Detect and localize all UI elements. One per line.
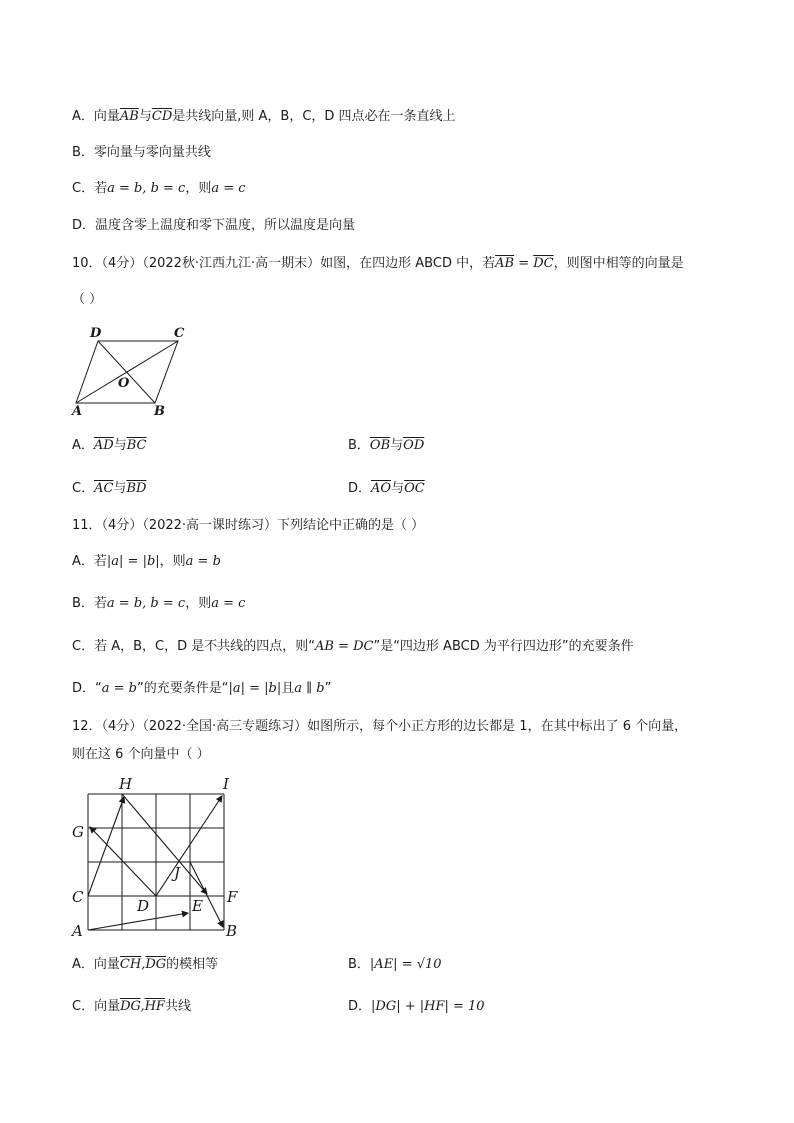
q11-a-mid: ，则	[159, 554, 186, 569]
q9-c-math: a = b, b = c	[107, 181, 186, 196]
q11-option-a	[72, 553, 221, 571]
q10-c-mid: 与	[113, 481, 127, 496]
q10-d-mid: 与	[391, 481, 405, 496]
q9-a-vec1: $\overline{AB}$	[119, 109, 139, 124]
q10-b-pre: B．	[348, 438, 370, 453]
q12-a-post: 的模相等	[166, 957, 219, 972]
q12-label-e: E	[192, 897, 203, 915]
q11-d-mid2: 且	[281, 681, 295, 696]
q10-label-d: D	[90, 326, 102, 341]
q10-label-b: B	[154, 404, 165, 417]
q10-stem-pre: 10．（4分）（2022秋·江西九江·高一期末）如图，在四边形 ABCD 中，若	[72, 256, 496, 271]
q12-label-b: B	[226, 922, 238, 940]
q10-c-pre: C．	[72, 481, 95, 496]
q12-d-math: |DG| + |HF| = 10	[371, 999, 485, 1014]
q12-b-pre: B．	[348, 957, 370, 972]
q10-a-pre: A．	[72, 438, 94, 453]
q12-grid-figure	[70, 774, 245, 942]
q12-a-sep: ,	[141, 957, 146, 972]
q11-c-post: ”是“四边形 ABCD 为平行四边形”的充要条件	[373, 639, 634, 654]
q12-option-a	[72, 956, 218, 974]
q11-a-math: |a| = |b|	[106, 554, 160, 569]
q10-label-o: O	[118, 376, 130, 391]
q10-c-vec1: $\overline{AC}$	[94, 481, 114, 496]
q10-option-d	[348, 480, 425, 498]
q10-c-vec2: $\overline{BD}$	[126, 481, 147, 496]
q10-a-vec2: $\overline{BC}$	[126, 438, 147, 453]
q11-d-pre: D．“	[72, 681, 102, 696]
q9-c-pre: C．若	[72, 181, 108, 196]
q9-a-vec2: $\overline{CD}$	[151, 109, 173, 124]
q10-d-pre: D．	[348, 481, 372, 496]
q9-option-a	[72, 108, 456, 126]
q10-stem	[72, 255, 684, 273]
q10-paren: （ ）	[72, 292, 103, 307]
q11-b-mid: ，则	[185, 596, 212, 611]
q9-a-mid: 与	[138, 109, 152, 124]
q12-label-f: F	[227, 888, 238, 906]
q9-c-mid: ，则	[185, 181, 212, 196]
q12-c-vec2: $\overline{HF}$	[144, 999, 165, 1014]
q10-b-mid: 与	[390, 438, 404, 453]
q12-c-vec1: $\overline{DG}$	[120, 999, 141, 1014]
q9-a-post: 是共线向量,则 A，B，C，D 四点必在一条直线上	[172, 109, 456, 124]
q11-stem: 11．（4分）（2022·高一课时练习）下列结论中正确的是（ ）	[72, 518, 425, 533]
q12-label-a: A	[72, 922, 83, 940]
q10-d-vec2: $\overline{OC}$	[404, 481, 425, 496]
q12-label-h: H	[119, 775, 133, 793]
q12-stem-line1: 12．（4分）（2022·全国·高三专题练习）如图所示，每个小正方形的边长都是 1，在其中标出了 6 个向量，	[72, 719, 688, 734]
q11-option-b	[72, 595, 245, 613]
q11-d-math: a = b	[101, 681, 137, 696]
q10-stem-vec1: $\overline{AB}$	[495, 256, 515, 271]
q12-d-pre: D．	[348, 999, 372, 1014]
q11-d-mid: ”的充要条件是“	[136, 681, 229, 696]
q12-label-g: G	[72, 823, 84, 841]
q10-label-a: A	[72, 404, 83, 417]
q12-label-d: D	[137, 897, 150, 915]
q10-a-mid: 与	[113, 438, 127, 453]
q10-option-a	[72, 437, 146, 455]
q12-stem-line2: 则在这 6 个向量中（ ）	[72, 747, 210, 762]
q10-stem-vec2: $\overline{DC}$	[533, 256, 554, 271]
q11-option-d	[72, 680, 331, 698]
q12-label-i: I	[223, 775, 229, 793]
q10-option-b	[348, 437, 424, 455]
q12-c-sep: ,	[140, 999, 145, 1014]
q11-b-math2: a = c	[211, 596, 246, 611]
q12-option-c	[72, 998, 191, 1016]
q10-stem-eq: =	[514, 256, 534, 271]
q9-option-b: B．零向量与零向量共线	[72, 145, 211, 160]
q11-a-math2: a = b	[185, 554, 221, 569]
q12-option-d	[348, 998, 485, 1016]
q12-label-c: C	[72, 888, 84, 906]
q10-b-vec1: $\overline{OB}$	[369, 438, 391, 453]
q12-a-vec2: $\overline{DG}$	[145, 957, 167, 972]
q10-parallelogram-figure	[70, 322, 200, 417]
q11-b-pre: B．若	[72, 596, 107, 611]
q12-c-pre: C．向量	[72, 999, 121, 1014]
q11-option-c	[72, 638, 634, 656]
q10-option-c	[72, 480, 146, 498]
q12-label-j: J	[174, 864, 181, 882]
q12-b-math: |AE| = √10	[369, 957, 442, 972]
q11-d-post: ”	[324, 681, 332, 696]
q12-c-post: 共线	[164, 999, 191, 1014]
q10-label-c: C	[174, 326, 185, 341]
q10-d-vec1: $\overline{AO}$	[371, 481, 392, 496]
q11-a-pre: A．若	[72, 554, 107, 569]
q12-option-b	[348, 956, 442, 974]
q11-c-pre: C．若 A，B，C，D 是不共线的四点，则“	[72, 639, 315, 654]
q12-a-pre: A．向量	[72, 957, 120, 972]
q11-c-math: AB = DC	[314, 639, 374, 654]
q11-b-math: a = b, b = c	[106, 596, 186, 611]
q9-option-c	[72, 180, 246, 198]
q10-stem-post: ，则图中相等的向量是	[553, 256, 684, 271]
q9-c-math2: a = c	[211, 181, 246, 196]
q10-b-vec2: $\overline{OD}$	[403, 438, 425, 453]
q11-d-math2: |a| = |b|	[228, 681, 282, 696]
q10-a-vec1: $\overline{AD}$	[93, 438, 114, 453]
q9-option-d: D．温度含零上温度和零下温度，所以温度是向量	[72, 218, 356, 233]
q12-a-vec1: $\overline{CH}$	[119, 957, 142, 972]
q11-d-math3: a ∥ b	[294, 681, 325, 696]
q9-a-pre: A．向量	[72, 109, 120, 124]
